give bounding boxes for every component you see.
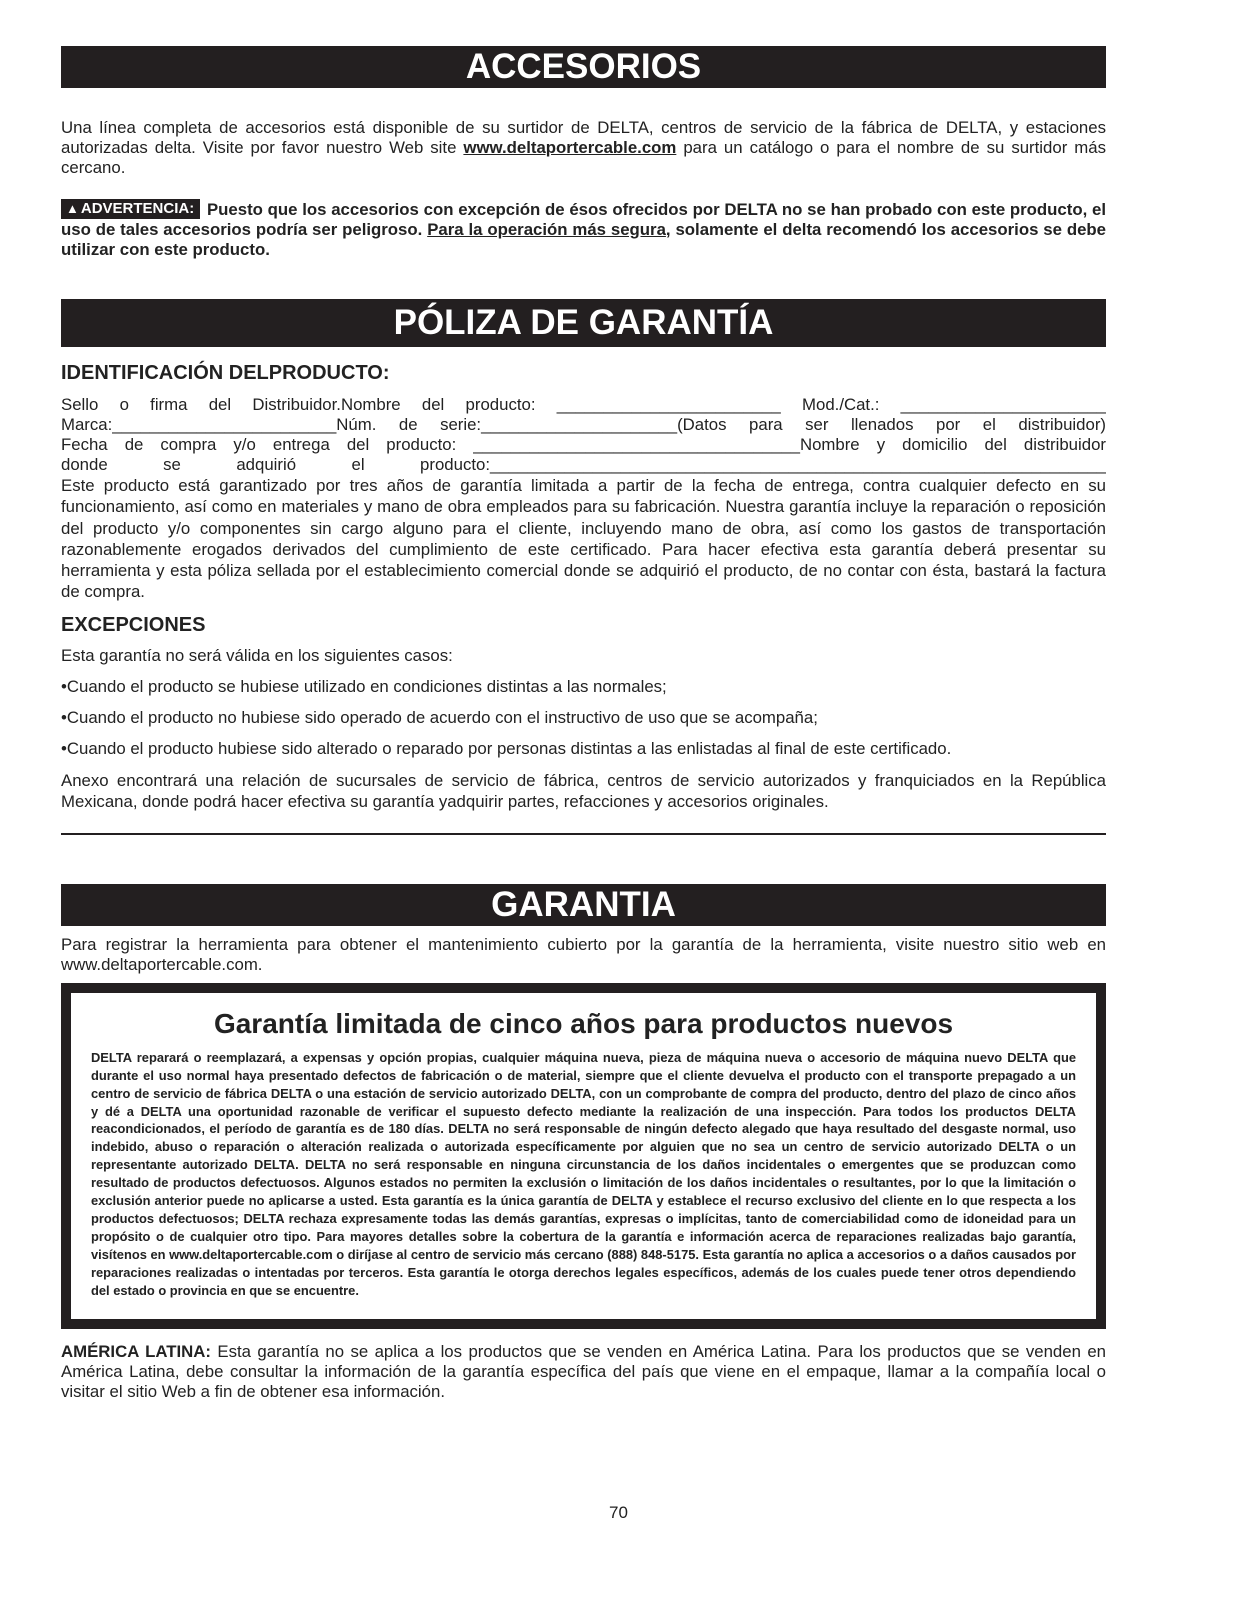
intro-text-2: para un catálogo o para el nombre de su surtidor más cercano. (61, 138, 1106, 177)
identificacion-heading: IDENTIFICACIÓN DELPRODUCTO: (61, 362, 390, 384)
exception-item: •Cuando el producto hubiese sido alterado o reparado por personas distintas a las enlistadas al final de este certificado. (61, 738, 952, 758)
warning-underlined: Para la operación más segura (427, 220, 666, 239)
page-content (61, 46, 1106, 1402)
section-divider (61, 833, 1106, 835)
exception-item: •Cuando el producto no hubiese sido operado de acuerdo con el instructivo de uso que se acompaña; (61, 707, 818, 727)
form-line-3: Fecha de compra y/o entrega del producto: ___________________________________Nombre y domicilio del distribuidor (61, 435, 1106, 454)
warning-triangle-icon: ▲ (66, 201, 79, 216)
accesorios-intro (61, 118, 1106, 178)
garantia-banner: GARANTIA (61, 884, 1106, 926)
exceptions-intro: Esta garantía no será válida en los siguientes casos: (61, 645, 453, 665)
product-form (61, 395, 1106, 475)
excepciones-heading: EXCEPCIONES (61, 613, 206, 636)
website-link[interactable]: www.deltaportercable.com (463, 138, 677, 157)
form-line-2: Marca:________________________Núm. de serie:_____________________(Datos para ser llenados por el distribuidor) (61, 415, 1106, 434)
warning-text-2: , solamente el delta recomendó los accesorios se debe utilizar con este producto. (61, 220, 1106, 259)
warning-badge (61, 199, 200, 219)
warning-label: ADVERTENCIA: (80, 200, 195, 217)
latam-text: Esta garantía no se aplica a los productos que se venden en América Latina. Para los productos que se venden en América Latina, debe consultar la información de la garantía específica del país que viene en el empaque, llamar a la compañía local o visitar el sitio Web a fin de obtener esa información. (61, 1342, 1106, 1402)
exception-item: •Cuando el producto se hubiese utilizado en condiciones distintas a las normales; (61, 676, 667, 696)
warranty-box-title: Garantía limitada de cinco años para productos nuevos (213, 1007, 954, 1039)
warranty-box (61, 983, 1106, 1330)
accesorios-warning (61, 199, 1106, 260)
warranty-box-text: DELTA reparará o reemplazará, a expensas y opción propias, cualquier máquina nueva, pieza de máquina nueva o accesorio de máquina nuevo DELTA que durante el uso normal haya presentado defectos de fabricación o de material, siempre que el cliente devuelva el producto con el transporte prepagado a un centro de servicio de fábrica DELTA o una estación de servicio autorizado DELTA, con un comprobante de compra del producto, dentro del plazo de cinco años y dé a DELTA una oportunidad razonable de verificar el supuesto defecto mediante la realización de una inspección. Para todos los productos DELTA reacondicionados, el período de garantía es de 180 días. DELTA no será responsable de ningún defecto alegado que haya resultado del desgaste normal, uso indebido, abuso o reparación o alteración realizada o autorizada específicamente por alguien que no sea un centro de servicio autorizado DELTA o un representante autorizado DELTA. DELTA no será responsable en ninguna circunstancia de los daños incidentales o emergentes que se produzcan como resultado de productos defectuosos. Algunos estados no permiten la exclusión o limitación de los daños incidentales o resultantes, por lo que la limitación o exclusión anterior puede no aplicarse a usted. Esta garantía es la única garantía de DELTA y establece el recurso exclusivo del cliente en lo que respecta a los productos defectuosos; DELTA rechaza expresamente todas las demás garantías, expresas o implícitas, tanto de comerciabilidad como de idoneidad para un propósito o de cualquier otro tipo. Para mayores detalles sobre la cobertura de la garantía e información acerca de reparaciones realizadas bajo garantía, visítenos en www.deltaportercable.com o diríjase al centro de servicio más cercano (888) 848-5175. Esta garantía no aplica a accesorios o a daños causados por reparaciones realizadas o intentadas por terceros. Esta garantía le otorga derechos legales específicos, además de los cuales puede tener otros dependiendo del estado o provincia en que se encuentre. (91, 1049, 1076, 1298)
page-number: 70 (609, 1503, 628, 1522)
register-paragraph: Para registrar la herramienta para obtener el mantenimiento cubierto por la garantía de la herramienta, visite nuestro sitio web en www.deltaportercable.com. (61, 934, 1106, 974)
form-line-4: donde se adquirió el producto:__________________________________________________________________ (61, 455, 1106, 474)
form-line-1: Sello o firma del Distribuidor.Nombre del producto: ________________________ Mod./Cat.: ______________________ (61, 395, 1106, 414)
latam-label: AMÉRICA LATINA: (61, 1342, 211, 1362)
annex-paragraph: Anexo encontrará una relación de sucursales de servicio de fábrica, centros de servicio autorizados y franquiciados en la República Mexicana, donde podrá hacer efectiva su garantía yadquirir partes, refacciones y accesorios originales. (61, 770, 1106, 811)
latam-paragraph (61, 1342, 1106, 1402)
guarantee-paragraph: Este producto está garantizado por tres años de garantía limitada a partir de la fecha de entrega, contra cualquier defecto en su funcionamiento, así como en materiales y mano de obra empleados para su fabricación. Nuestra garantía incluye la reparación o reposición del producto y/o componentes sin cargo alguno para el cliente, incluyendo mano de obra, así como los gastos de transportación razonablemente erogados derivados del cumplimiento de este certificado. Para hacer efectiva esta garantía deberá presentar su herramienta y esta póliza sellada por el establecimiento comercial donde se adquirió el producto, de no contar con ésta, bastará la factura de compra. (61, 476, 1106, 602)
intro-text-1: Una línea completa de accesorios está disponible de su surtidor de DELTA, centros de servicio de la fábrica de DELTA, y estaciones autorizadas delta. Visite por favor nuestro Web site (61, 118, 1106, 157)
warning-text-1: Puesto que los accesorios con excepción de ésos ofrecidos por DELTA no se han probado con este producto, el uso de tales accesorios podría ser peligroso. (61, 200, 1106, 239)
accesorios-banner: ACCESORIOS (61, 46, 1106, 88)
poliza-banner: PÓLIZA DE GARANTÍA (61, 299, 1106, 347)
